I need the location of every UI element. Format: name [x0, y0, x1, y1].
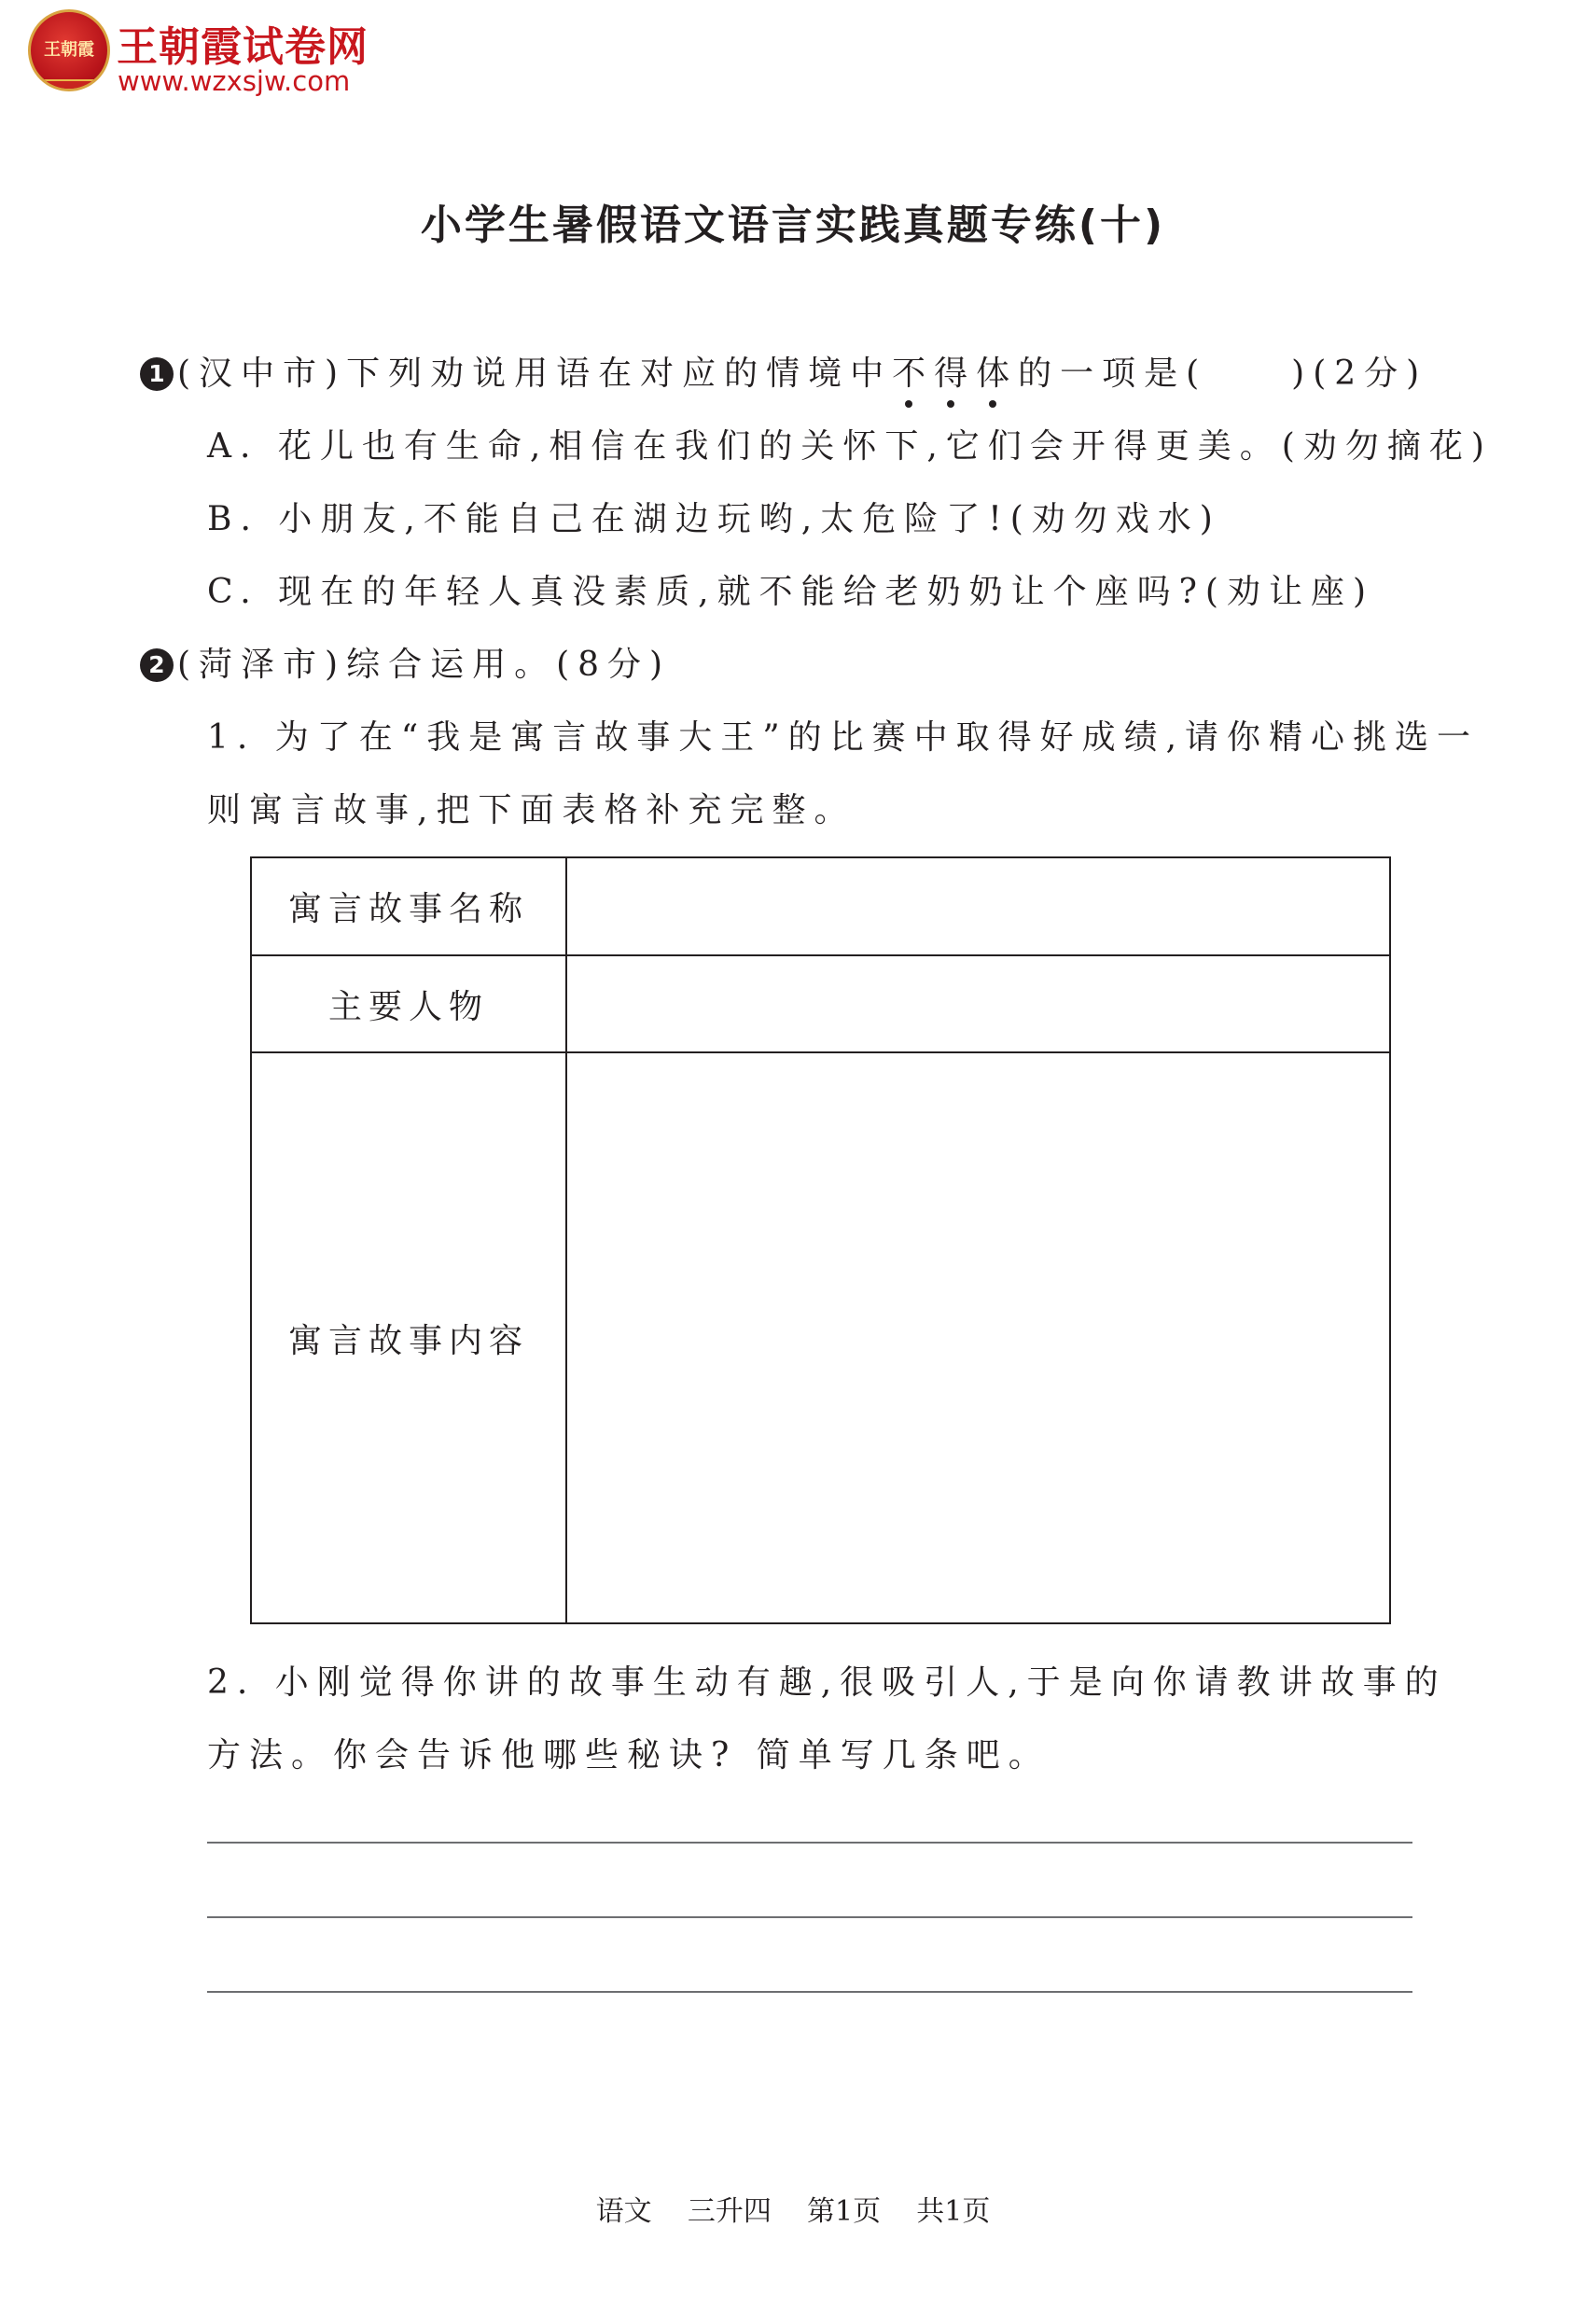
table-answer-characters[interactable]	[566, 955, 1390, 1052]
question-2-sub2-line2: 方法。你会告诉他哪些秘诀? 简单写几条吧。	[207, 1736, 1050, 1774]
question-1-option-b: B. 小朋友,不能自己在湖边玩哟,太危险了!(劝勿戏水)	[207, 500, 1221, 538]
footer-page: 第1页	[806, 2195, 882, 2228]
footer-subject: 语文	[595, 2195, 652, 2228]
emphasis-char: 不	[892, 355, 935, 393]
answer-line[interactable]	[207, 1991, 1412, 1993]
table-answer-name[interactable]	[566, 857, 1390, 955]
site-logo	[28, 9, 420, 98]
question-1-number: 1	[140, 357, 174, 391]
question-2-stem	[140, 638, 671, 686]
question-1-option-a: A. 花儿也有生命,相信在我们的关怀下,它们会开得更美。(劝勿摘花)	[207, 427, 1493, 466]
table-label-content: 寓言故事内容	[251, 1052, 566, 1623]
footer-total: 共1页	[916, 2195, 991, 2228]
table-answer-content[interactable]	[566, 1052, 1390, 1623]
emphasis-char: 体	[976, 355, 1019, 393]
fable-table	[250, 856, 1391, 1624]
page-footer	[0, 2188, 1586, 2229]
answer-line[interactable]	[207, 1842, 1412, 1844]
emphasis-char: 得	[934, 355, 977, 393]
table-label-characters: 主要人物	[251, 955, 566, 1052]
seal-text: 王朝霞	[44, 40, 94, 60]
table-row	[251, 955, 1390, 1052]
table-label-name: 寓言故事名称	[251, 857, 566, 955]
question-2-stem-text: (菏泽市)综合运用。(8分)	[177, 646, 672, 684]
question-1-option-c: C. 现在的年轻人真没素质,就不能给老奶奶让个座吗?(劝让座)	[207, 573, 1374, 611]
seal-ribbon	[35, 79, 110, 91]
question-1-stem	[140, 347, 1427, 395]
question-2-sub1-line1: 1. 为了在“我是寓言故事大王”的比赛中取得好成绩,请你精心挑选一	[207, 718, 1480, 757]
question-2-sub2-line1: 2. 小刚觉得你讲的故事生动有趣,很吸引人,于是向你请教讲故事的	[207, 1663, 1447, 1702]
question-2-number: 2	[140, 648, 174, 682]
table-row	[251, 1052, 1390, 1623]
footer-grade: 三升四	[687, 2195, 772, 2228]
page-title: 小学生暑假语文语言实践真题专练(十)	[420, 202, 1166, 249]
question-1-stem-after: 的一项是( )(2分)	[1018, 355, 1428, 393]
logo-title: 王朝霞试卷网	[117, 23, 369, 71]
seal-icon	[28, 9, 110, 91]
question-2-sub1-line2: 则寓言故事,把下面表格补充完整。	[207, 791, 856, 829]
logo-url: www.wzxsjw.com	[118, 65, 351, 97]
question-1-stem-before: (汉中市)下列劝说用语在对应的情境中	[177, 355, 893, 393]
answer-line[interactable]	[207, 1916, 1412, 1918]
table-row	[251, 857, 1390, 955]
